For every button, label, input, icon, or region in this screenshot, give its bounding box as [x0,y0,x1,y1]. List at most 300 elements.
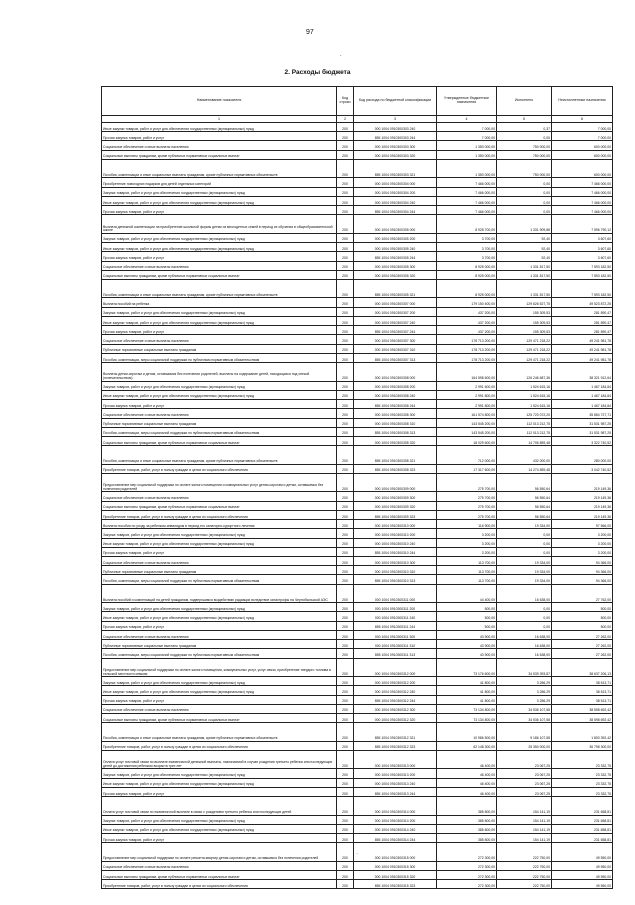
scan-mark-top: . [340,52,342,58]
row-unexecuted: 3 042 740,52 [552,464,613,473]
row-classification-code: 000 1004 0910300305 240 [354,243,437,252]
table-row [102,741,613,750]
table-row [102,307,613,316]
table-row [102,557,613,566]
row-executed: 16 638,00 [497,630,552,639]
row-unexecuted: 31 531 987,25 [552,418,613,427]
row-line-code: 200 [337,446,354,464]
row-unexecuted: 219 149,36 [552,492,613,501]
row-line-code: 200 [337,307,354,316]
row-approved: 2 991 800,00 [437,400,497,409]
table-row [102,492,613,501]
row-unexecuted: 3 200,00 [552,538,613,547]
row-unexecuted: 27 262,00 [552,649,613,658]
table-row [102,298,613,307]
row-name: Социальные выплаты гражданам, кроме публичных нормативных социальных выплат [102,436,337,445]
row-unexecuted: 219 149,36 [552,510,613,519]
row-line-code: 200 [337,492,354,501]
row-executed: 34 536 107,58 [497,714,552,723]
row-executed: 0,00 [497,178,552,187]
row-approved: 275 700,00 [437,473,497,491]
row-classification-code: 855 1004 0910300308 323 [354,464,437,473]
row-line-code: 200 [337,603,354,612]
row-line-code: 200 [337,538,354,547]
row-classification-code: 000 1004 0910300305 320 [354,270,437,279]
table-row [102,695,613,704]
row-unexecuted: 49 523 872,25 [552,298,613,307]
row-line-code: 200 [337,252,354,261]
row-classification-code: 855 1004 0910300310 313 [354,575,437,584]
table-row [102,501,613,510]
row-unexecuted: 27 762,00 [552,584,613,602]
row-approved: 41 800,00 [437,695,497,704]
table-row [102,815,613,824]
row-approved: 143 545 200,00 [437,418,497,427]
table-row [102,409,613,418]
row-unexecuted: 38 598 692,42 [552,704,613,713]
row-unexecuted: 49 550,00 [552,861,613,870]
row-unexecuted: 36 798 300,00 [552,741,613,750]
table-row [102,630,613,639]
row-unexecuted: 7 466 000,00 [552,178,613,187]
row-unexecuted: 38 513,71 [552,686,613,695]
row-name: Иные закупки товаров, работ и услуг для обеспечения государственных (муниципальных) нужд [102,196,337,205]
row-executed: 222 750,00 [497,880,552,889]
row-classification-code: 855 1004 0910300307 313 [354,353,437,362]
table-row [102,834,613,843]
header-executed: Исполнено [497,87,552,116]
table-row [102,344,613,353]
row-unexecuted: 600 000,00 [552,141,613,150]
row-unexecuted: 281 890,47 [552,316,613,325]
table-header-row [102,87,613,116]
row-name: Прочая закупка товаров, работ и услуг [102,695,337,704]
row-line-code: 200 [337,436,354,445]
row-line-code: 200 [337,159,354,177]
row-approved: 1 350 000,00 [437,159,497,177]
row-name: Закупка товаров, работ и услуг для обеспечения государственных (муниципальных) нужд [102,677,337,686]
row-name: Публичные нормативные социальные выплаты гражданам [102,418,337,427]
row-executed: 129 471 218,22 [497,335,552,344]
row-classification-code: 000 1004 0910300310 200 [354,529,437,538]
row-executed: 16 638,00 [497,640,552,649]
row-executed: 56 550,64 [497,473,552,491]
row-classification-code: 000 1004 0910300308 300 [354,409,437,418]
row-approved: 41 800,00 [437,677,497,686]
row-approved: 2 991 600,00 [437,381,497,390]
table-row [102,252,613,261]
row-unexecuted: 49 241 981,78 [552,335,613,344]
row-line-code: 200 [337,215,354,233]
row-executed: 0,00 [497,621,552,630]
table-row [102,658,613,676]
row-executed: 129 471 218,22 [497,344,552,353]
row-line-code: 200 [337,520,354,529]
row-name: Закупка товаров, работ и услуг для обеспечения государственных (муниципальных) нужд [102,603,337,612]
table-row [102,649,613,658]
row-unexecuted: 27 262,00 [552,640,613,649]
row-executed: 0,00 [497,187,552,196]
row-line-code: 200 [337,778,354,787]
row-name: Приобретение товаров, работ, услуг в пользу граждан в целях их социального обеспечения [102,510,337,519]
row-classification-code: 855 1004 0910300307 244 [354,326,437,335]
row-line-code: 200 [337,335,354,344]
row-name: Приобретение товаров, работ, услуг в пользу граждан в целях их социального обеспечения [102,741,337,750]
header-approved: Утвержденные бюджетные назначения [437,87,497,116]
row-classification-code: 000 1004 0910300305 300 [354,261,437,270]
row-name: Социальное обеспечение и иные выплаты населению [102,557,337,566]
row-unexecuted: 38 513,71 [552,695,613,704]
row-line-code: 200 [337,178,354,187]
table-row [102,187,613,196]
table-row [102,621,613,630]
row-classification-code: 000 1004 0910300313 200 [354,769,437,778]
row-executed: 25 350 000,00 [497,741,552,750]
row-approved: 178 713 200,00 [437,335,497,344]
column-number: 4 [437,116,497,123]
table-row [102,141,613,150]
row-name: Пособия, компенсации, меры социальной поддержки по публичным нормативным обязательствам [102,427,337,436]
row-name: Закупка товаров, работ и услуг для обеспечения государственных (муниципальных) нужд [102,769,337,778]
table-row [102,870,613,879]
row-approved: 73 134 800,00 [437,714,497,723]
row-executed: 92,40 [497,243,552,252]
row-approved: 272 300,00 [437,843,497,861]
row-unexecuted: 7 466 000,00 [552,206,613,215]
row-unexecuted: 3 607,60 [552,243,613,252]
row-approved: 275 700,00 [437,510,497,519]
row-approved: 272 300,00 [437,880,497,889]
row-classification-code: 000 1004 0910300304 240 [354,196,437,205]
table-row [102,316,613,325]
row-unexecuted: 281 890,47 [552,326,613,335]
row-line-code: 200 [337,418,354,427]
row-unexecuted: 281 890,47 [552,307,613,316]
row-line-code: 200 [337,584,354,602]
row-approved: 8 928 700,00 [437,215,497,233]
row-classification-code: 855 1004 0910300305 321 [354,279,437,297]
row-name: Закупка товаров, работ и услуг для обеспечения государственных (муниципальных) нужд [102,233,337,242]
row-line-code: 200 [337,316,354,325]
row-name: Выплата денежной компенсации на приобретение школьной формы детям из многодетных семей в период их обучения в общеобразовательной школе [102,215,337,233]
row-name: Закупка товаров, работ и услуг для обеспечения государственных (муниципальных) нужд [102,307,337,316]
row-name: Выплата пособий и компенсаций на детей гражданам, подвергшимся воздействию радиации вследствие катастрофы на Чернобыльской АЭС [102,584,337,602]
row-name: Прочая закупка товаров, работ и услуг [102,787,337,796]
row-unexecuted: 7 596 790,12 [552,215,613,233]
row-classification-code: 855 1004 0910300309 323 [354,510,437,519]
row-name: Социальные выплаты гражданам, кроме публичных нормативных социальных выплат [102,870,337,879]
row-line-code: 200 [337,243,354,252]
table-row [102,686,613,695]
row-approved: 500,00 [437,603,497,612]
row-executed: 155 309,53 [497,307,552,316]
row-classification-code: 000 1004 0910300312 000 [354,658,437,676]
table-row [102,353,613,362]
table-row [102,510,613,519]
row-classification-code: 000 1004 0910300307 200 [354,307,437,316]
row-classification-code: 000 1004 0910300314 000 [354,797,437,815]
row-name: Прочая закупка товаров, работ и услуг [102,400,337,409]
row-name: Оплата услуг почтовой связи по выплате ежемесячной денежной выплаты, назначаемой в случае рождения третьего ребенка или последующих детей до достижения ребенком возраста трех лет [102,750,337,768]
row-approved: 712 000,00 [437,446,497,464]
row-executed: 92,40 [497,252,552,261]
row-executed: 432 000,00 [497,446,552,464]
row-executed: 1 331 909,88 [497,215,552,233]
table-row [102,178,613,187]
row-classification-code: 000 1004 0910300303 240 [354,123,437,132]
row-executed: 23 067,25 [497,787,552,796]
row-executed: 56 550,64 [497,501,552,510]
row-approved: 385 800,00 [437,797,497,815]
row-executed: 1 331 817,50 [497,279,552,297]
row-name: Иные закупки товаров, работ и услуг для обеспечения государственных (муниципальных) нужд [102,123,337,132]
row-classification-code: 000 1004 0910300307 240 [354,316,437,325]
row-name: Пособия, компенсации и иные социальные выплаты гражданам, кроме публичных нормативных обязательств [102,279,337,297]
row-executed: 154 141,19 [497,834,552,843]
row-executed: 112 013 212,75 [497,427,552,436]
row-classification-code: 000 1004 0910300303 300 [354,141,437,150]
row-approved: 3 200,00 [437,538,497,547]
row-unexecuted: 23 332,75 [552,769,613,778]
row-approved: 3 700,00 [437,243,497,252]
table-row [102,824,613,833]
row-executed: 129 471 218,22 [497,353,552,362]
row-classification-code: 000 1004 0910300313 000 [354,750,437,768]
row-approved: 272 300,00 [437,870,497,879]
row-line-code: 200 [337,834,354,843]
row-approved: 3 200,00 [437,529,497,538]
page-number: 97 [306,29,314,36]
row-approved: 62 148 300,00 [437,741,497,750]
row-name: Публичные нормативные социальные выплаты гражданам [102,566,337,575]
row-classification-code: 000 1004 0910300311 300 [354,630,437,639]
row-unexecuted: 31 531 987,25 [552,427,613,436]
row-executed: 19 334,00 [497,566,552,575]
row-name: Приобретение товаров, работ, услуг в пользу граждан в целях их социального обеспечения [102,464,337,473]
row-unexecuted: 3 607,60 [552,233,613,242]
row-line-code: 200 [337,510,354,519]
row-approved: 8 925 000,00 [437,261,497,270]
row-executed: 125 720 072,20 [497,409,552,418]
row-name: Публичные нормативные социальные выплаты гражданам [102,344,337,353]
row-unexecuted: 219 149,36 [552,501,613,510]
table-row [102,427,613,436]
row-classification-code: 000 1004 0910300311 240 [354,612,437,621]
row-classification-code: 855 1004 0910300303 321 [354,159,437,177]
table-row [102,390,613,399]
row-executed: 9 186 107,58 [497,723,552,741]
row-name: Пособия, компенсации и иные социальные выплаты гражданам, кроме публичных нормативных обязательств [102,159,337,177]
row-name: Публичные нормативные социальные выплаты гражданам [102,640,337,649]
row-classification-code: 000 1004 0910300314 240 [354,824,437,833]
row-classification-code: 855 1004 0910300308 244 [354,400,437,409]
row-name: Прочая закупка товаров, работ и услуг [102,252,337,261]
table-row [102,566,613,575]
row-line-code: 200 [337,132,354,141]
row-classification-code: 000 1004 0910300304 200 [354,187,437,196]
row-unexecuted: 27 262,00 [552,630,613,639]
row-unexecuted: 7 000,00 [552,123,613,132]
row-executed: 0,00 [497,132,552,141]
row-executed: 34 536 107,58 [497,704,552,713]
row-approved: 1 350 000,00 [437,150,497,159]
row-unexecuted: 1 467 184,84 [552,390,613,399]
row-classification-code: 000 1004 0910300308 310 [354,418,437,427]
row-line-code: 200 [337,427,354,436]
row-approved: 46 400,00 [437,769,497,778]
row-name: Социальное обеспечение и иные выплаты населению [102,630,337,639]
row-approved: 10 986 500,00 [437,723,497,741]
row-line-code: 200 [337,686,354,695]
row-unexecuted: 500,00 [552,603,613,612]
row-approved: 8 925 000,00 [437,270,497,279]
table-row [102,787,613,796]
header-name: Наименование показателя [102,87,337,116]
row-approved: 178 713 200,00 [437,353,497,362]
row-approved: 3 200,00 [437,547,497,556]
row-approved: 17 317 600,00 [437,464,497,473]
row-unexecuted: 94 366,00 [552,557,613,566]
row-approved: 41 800,00 [437,686,497,695]
row-executed: 1 331 817,50 [497,270,552,279]
row-approved: 73 176 600,00 [437,658,497,676]
row-line-code: 200 [337,409,354,418]
row-name: Социальное обеспечение и иные выплаты населению [102,335,337,344]
row-name: Иные закупки товаров, работ и услуг для обеспечения государственных (муниципальных) нужд [102,778,337,787]
table-row [102,464,613,473]
column-number: 5 [497,116,552,123]
table-row [102,603,613,612]
row-executed: 155 309,53 [497,326,552,335]
row-executed: 16 638,00 [497,584,552,602]
table-row [102,279,613,297]
row-unexecuted: 3 200,00 [552,529,613,538]
row-classification-code: 855 1004 0910300304 244 [354,206,437,215]
row-unexecuted: 94 366,00 [552,566,613,575]
row-unexecuted: 23 332,75 [552,750,613,768]
row-name: Выплата пособий на ребенка [102,298,337,307]
column-number: 6 [552,116,613,123]
row-executed: 222 750,00 [497,870,552,879]
row-executed: 1 524 615,16 [497,390,552,399]
table-row [102,547,613,556]
row-classification-code: 855 1004 0910300311 313 [354,649,437,658]
table-row [102,677,613,686]
row-name: Прочая закупка товаров, работ и услуг [102,547,337,556]
row-unexecuted: 49 550,00 [552,843,613,861]
row-line-code: 200 [337,381,354,390]
row-approved: 7 466 000,00 [437,196,497,205]
row-approved: 8 925 000,00 [437,279,497,297]
row-line-code: 200 [337,621,354,630]
row-executed: 23 067,25 [497,750,552,768]
row-classification-code: 000 1004 0910300315 300 [354,861,437,870]
row-executed: 0,00 [497,603,552,612]
row-approved: 437 200,00 [437,316,497,325]
row-unexecuted: 1 467 184,84 [552,381,613,390]
row-approved: 161 574 800,00 [437,409,497,418]
row-approved: 437 200,00 [437,307,497,316]
budget-expenses-table [101,86,613,889]
row-line-code: 200 [337,233,354,242]
row-executed: 1 331 817,50 [497,261,552,270]
row-line-code: 200 [337,575,354,584]
row-unexecuted: 38 637 206,13 [552,658,613,676]
row-line-code: 200 [337,861,354,870]
row-unexecuted: 94 366,00 [552,575,613,584]
table-row [102,538,613,547]
row-approved: 143 545 200,00 [437,427,497,436]
row-approved: 7 000,00 [437,132,497,141]
row-line-code: 200 [337,815,354,824]
row-executed: 750 000,00 [497,141,552,150]
row-approved: 116 900,00 [437,520,497,529]
row-executed: 154 141,19 [497,824,552,833]
table-row [102,381,613,390]
row-executed: 92,40 [497,233,552,242]
row-approved: 500,00 [437,621,497,630]
row-classification-code: 855 1004 0910300311 244 [354,621,437,630]
row-line-code: 200 [337,843,354,861]
row-approved: 7 466 000,00 [437,187,497,196]
row-line-code: 200 [337,261,354,270]
row-line-code: 200 [337,196,354,205]
row-approved: 385 800,00 [437,824,497,833]
row-name: Пособия, компенсации и иные социальные выплаты гражданам, кроме публичных нормативных обязательств [102,446,337,464]
table-row [102,769,613,778]
row-unexecuted: 600 000,00 [552,159,613,177]
row-name: Иные закупки товаров, работ и услуг для обеспечения государственных (муниципальных) нужд [102,316,337,325]
row-approved: 1 350 000,00 [437,141,497,150]
row-line-code: 200 [337,123,354,132]
row-approved: 3 700,00 [437,252,497,261]
row-unexecuted: 49 241 981,78 [552,344,613,353]
row-line-code: 200 [337,769,354,778]
row-unexecuted: 3 322 740,52 [552,436,613,445]
row-unexecuted: 97 566,00 [552,520,613,529]
row-executed: 222 750,00 [497,861,552,870]
row-classification-code: 000 1004 0910300310 300 [354,557,437,566]
row-unexecuted: 231 658,81 [552,815,613,824]
row-approved: 178 713 200,00 [437,344,497,353]
row-name: Социальные выплаты гражданам, кроме публичных нормативных социальных выплат [102,501,337,510]
row-name: Выплаты детям-сиротам и детям, оставшимся без попечения родителей, выплаты на содержание детей, находящихся под опекой (попечительством) [102,363,337,381]
row-executed: 56 550,64 [497,510,552,519]
row-line-code: 200 [337,566,354,575]
row-unexecuted: 49 241 981,78 [552,353,613,362]
row-unexecuted: 231 658,81 [552,834,613,843]
row-line-code: 200 [337,187,354,196]
row-name: Социальное обеспечение и иные выплаты населению [102,141,337,150]
table-row [102,123,613,132]
row-approved: 46 400,00 [437,778,497,787]
table-row [102,520,613,529]
table-row [102,215,613,233]
row-name: Оплата услуг почтовой связи по ежемесячной выплате в связи с рождением третьего ребенка или последующих детей [102,797,337,815]
column-number: 3 [354,116,437,123]
row-unexecuted: 38 598 692,42 [552,714,613,723]
row-unexecuted: 35 854 727,71 [552,409,613,418]
row-name: Закупка товаров, работ и услуг для обеспечения государственных (муниципальных) нужд [102,815,337,824]
row-name: Приобретение товаров, работ, услуг в пользу граждан в целях их социального обеспечения [102,880,337,889]
row-line-code: 200 [337,390,354,399]
row-unexecuted: 500,00 [552,612,613,621]
row-unexecuted: 1 800 392,42 [552,723,613,741]
table-row [102,750,613,768]
row-approved: 7 466 000,00 [437,206,497,215]
row-executed: 750 000,00 [497,150,552,159]
table-row [102,206,613,215]
